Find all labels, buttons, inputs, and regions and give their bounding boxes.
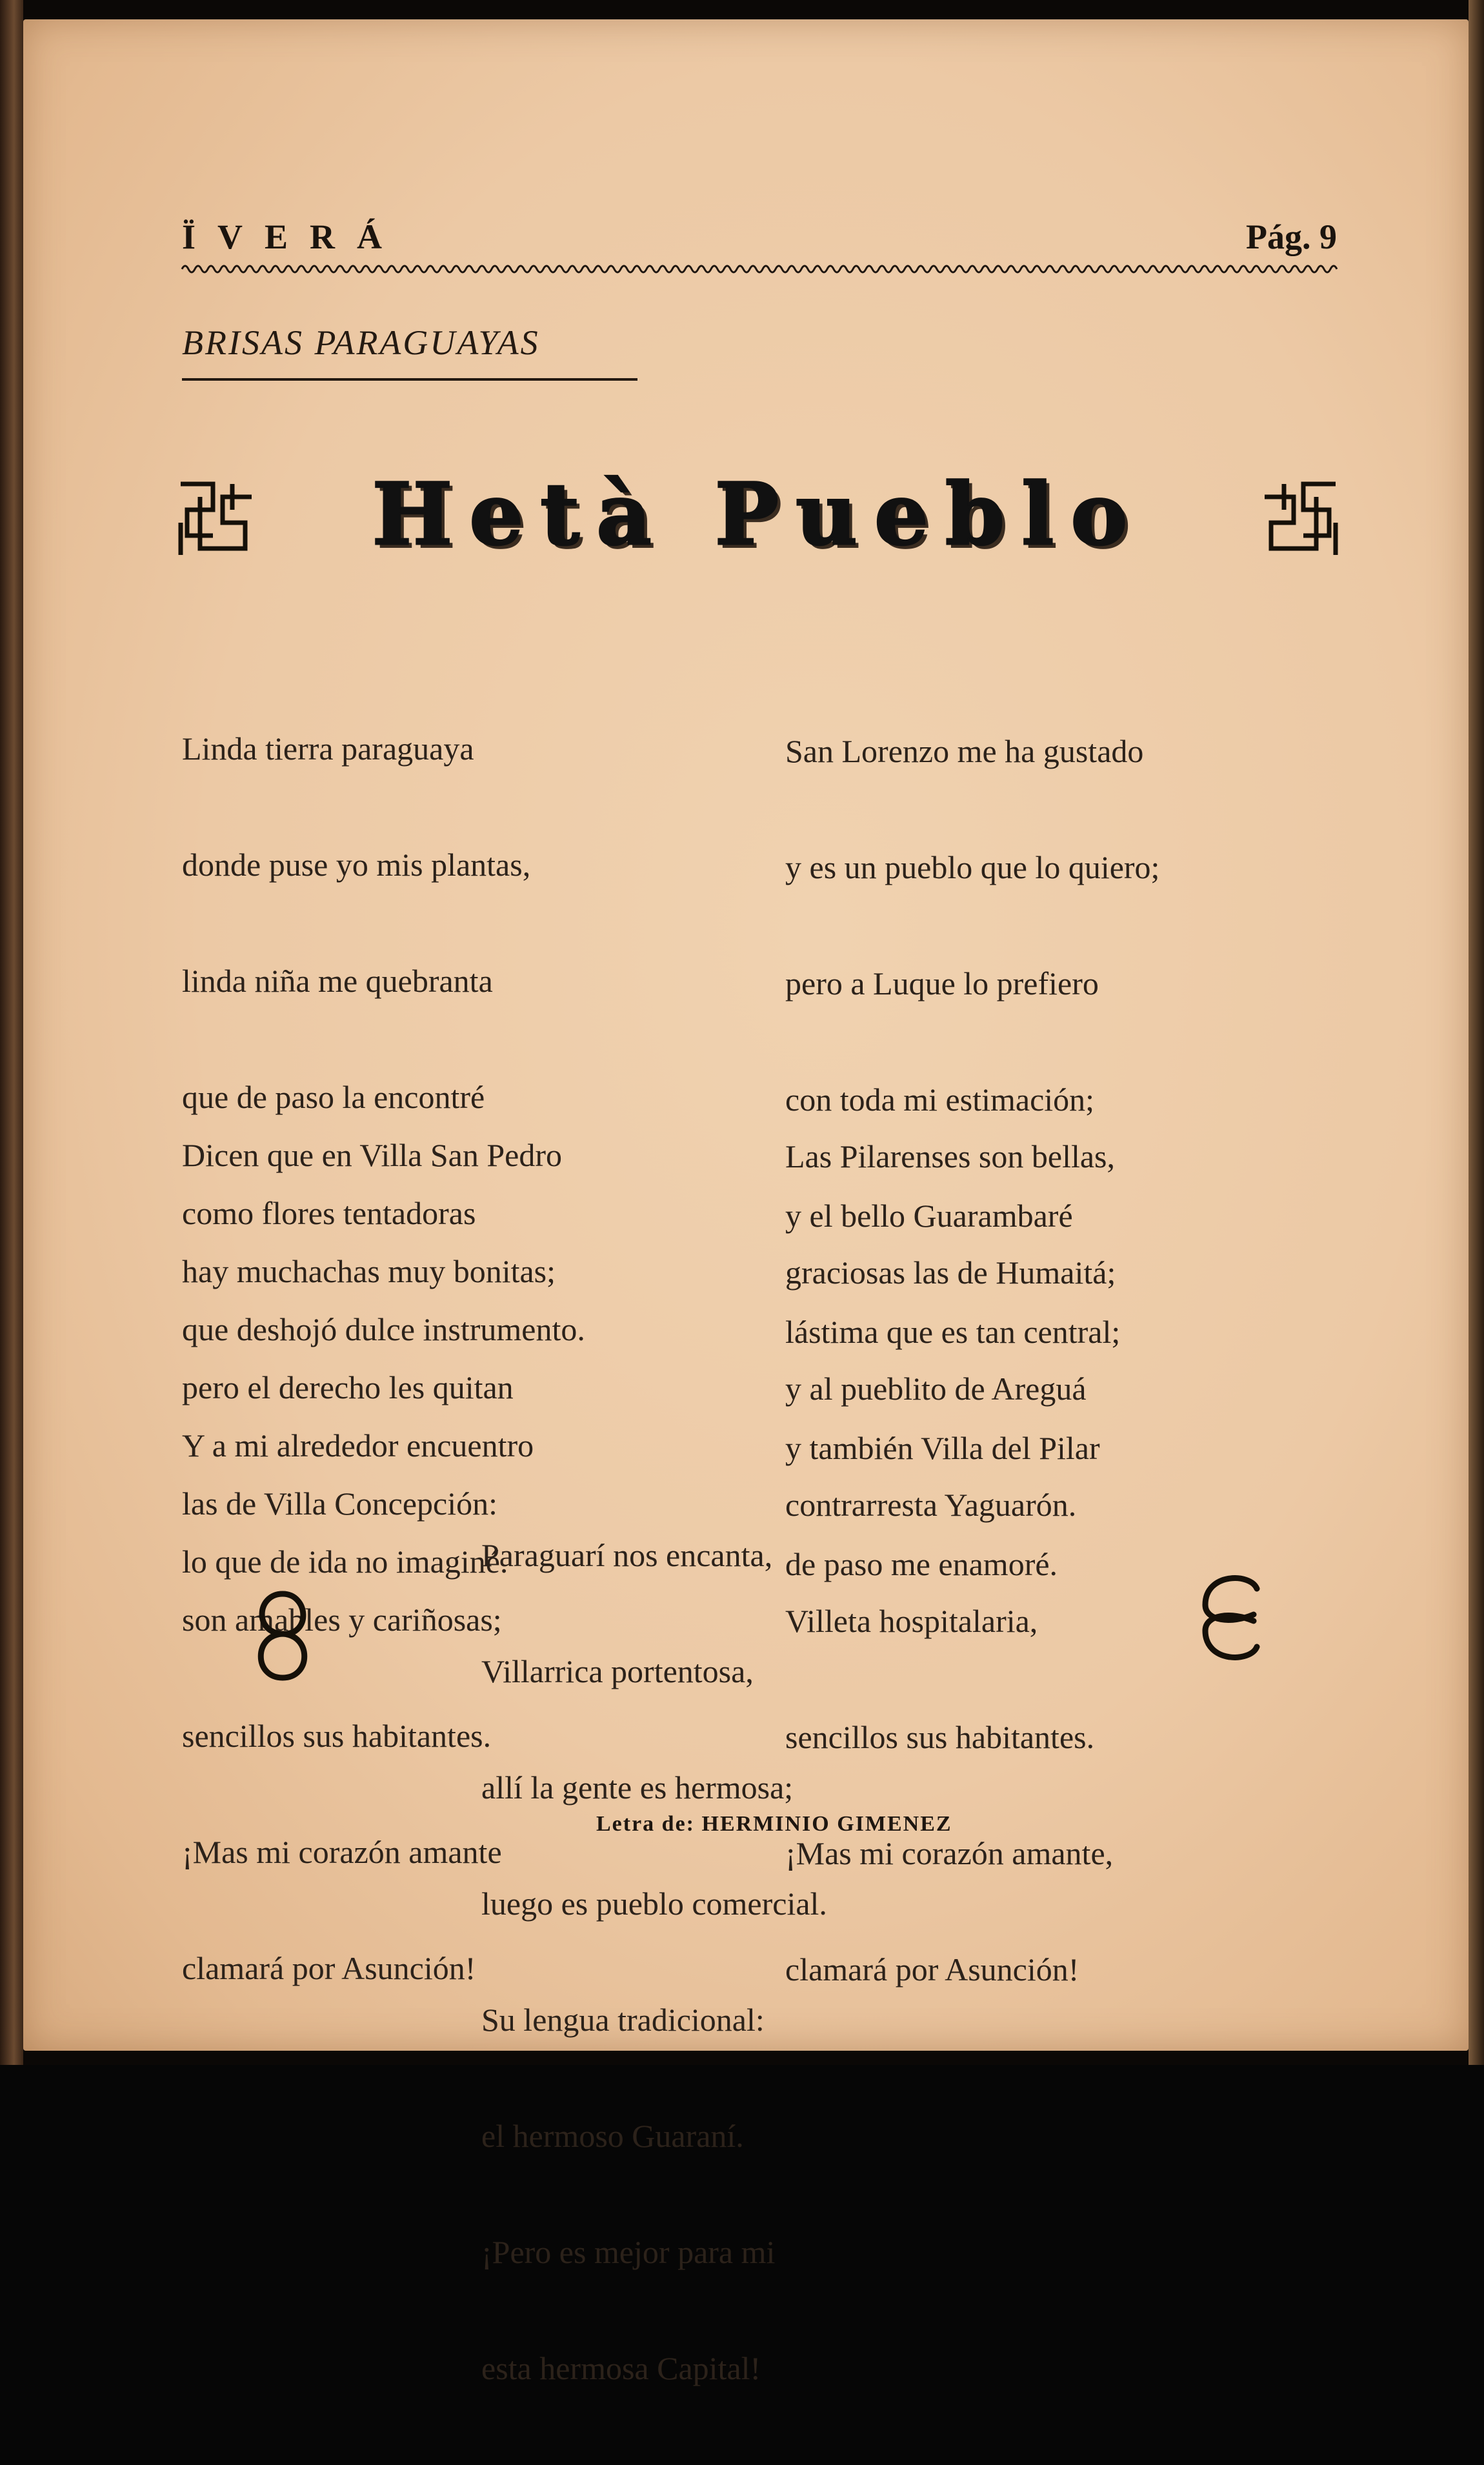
page-number: Pág. 9 xyxy=(1246,217,1337,256)
verse-line: que deshojó dulce instrumento. xyxy=(182,1311,585,1347)
verse-line: Las Pilarenses son bellas, xyxy=(785,1138,1116,1174)
verse-line: Dicen que en Villa San Pedro xyxy=(182,1137,562,1173)
verse-line: luego es pueblo comercial. xyxy=(481,1886,827,1922)
verse-line: Linda tierra paraguaya xyxy=(182,730,474,767)
greek-key-ornament-icon xyxy=(174,471,258,561)
verse-line: ¡Pero es mejor para mi xyxy=(481,2234,776,2270)
verse-line: clamará por Asunción! xyxy=(182,1950,476,1986)
lyrics-credit: Letra de: HERMINIO GIMENEZ xyxy=(596,1812,952,1836)
song-title-row xyxy=(174,465,1342,568)
book-page-edge xyxy=(1469,0,1484,2065)
verse-line: Y a mi alrededor encuentro xyxy=(182,1427,534,1464)
verse-line: donde puse yo mis plantas, xyxy=(182,847,531,883)
section-title: BRISAS PARAGUAYAS xyxy=(182,323,540,362)
verse-line: lástima que es tan central; xyxy=(785,1314,1121,1350)
verse-line: San Lorenzo me ha gustado xyxy=(785,733,1144,769)
verse-line: como flores tentadoras xyxy=(182,1195,476,1231)
wavy-divider xyxy=(182,261,1337,277)
verse-line: y también Villa del Pilar xyxy=(785,1430,1100,1466)
swirl-ornament-icon xyxy=(244,1587,321,1684)
verse-line: el hermoso Guaraní. xyxy=(481,2118,744,2154)
verse-line: que de paso la encontré xyxy=(182,1079,485,1115)
stanza-5 xyxy=(481,1458,827,2465)
verse-line: y al pueblito de Areguá xyxy=(785,1371,1087,1407)
verse-line: esta hermosa Capital! xyxy=(481,2350,761,2386)
verse-line: pero a Luque lo prefiero xyxy=(785,965,1099,1001)
verse-line: pero el derecho les quitan xyxy=(182,1369,514,1405)
verse-line: Paraguarí nos encanta, xyxy=(481,1537,773,1573)
verse-line: lo que de ida no imaginé. xyxy=(182,1544,508,1580)
verse-line: Villeta hospitalaria, xyxy=(785,1603,1038,1639)
verse-line: y es un pueblo que lo quiero; xyxy=(785,849,1160,885)
verse-line: con toda mi estimación; xyxy=(785,1082,1095,1118)
verse-line: las de Villa Concepción: xyxy=(182,1485,498,1522)
greek-key-ornament-icon xyxy=(1258,471,1342,561)
section-underline xyxy=(182,378,637,381)
verse-line: graciosas las de Humaitá; xyxy=(785,1254,1116,1291)
verse-line: hay muchachas muy bonitas; xyxy=(182,1253,556,1289)
verse-line: clamará por Asunción! xyxy=(785,1951,1079,1987)
verse-line: linda niña me quebranta xyxy=(182,963,493,999)
running-header xyxy=(182,213,1337,258)
verse-line: de paso me enamoré. xyxy=(785,1546,1058,1582)
verse-line: son amables y cariñosas; xyxy=(182,1602,502,1638)
stanza-4 xyxy=(785,1060,1116,2066)
verse-line: sencillos sus habitantes. xyxy=(182,1718,492,1754)
verse-line: ¡Mas mi corazón amante xyxy=(182,1834,502,1870)
magazine-name: ÏVERÁ xyxy=(182,217,405,256)
book-spine-edge xyxy=(0,0,23,2065)
verse-line: contrarresta Yaguarón. xyxy=(785,1487,1077,1523)
verse-line: Villarrica portentosa, xyxy=(481,1653,754,1689)
swirl-ornament-icon xyxy=(1192,1569,1270,1666)
verse-line: y el bello Guarambaré xyxy=(785,1198,1073,1234)
song-title: Hetà Pueblo xyxy=(372,465,1145,565)
verse-line: allí la gente es hermosa; xyxy=(481,1769,794,1806)
verse-line: Su lengua tradicional: xyxy=(481,2002,765,2038)
verse-line: ¡Mas mi corazón amante, xyxy=(785,1835,1114,1871)
verse-line: sencillos sus habitantes. xyxy=(785,1719,1095,1755)
